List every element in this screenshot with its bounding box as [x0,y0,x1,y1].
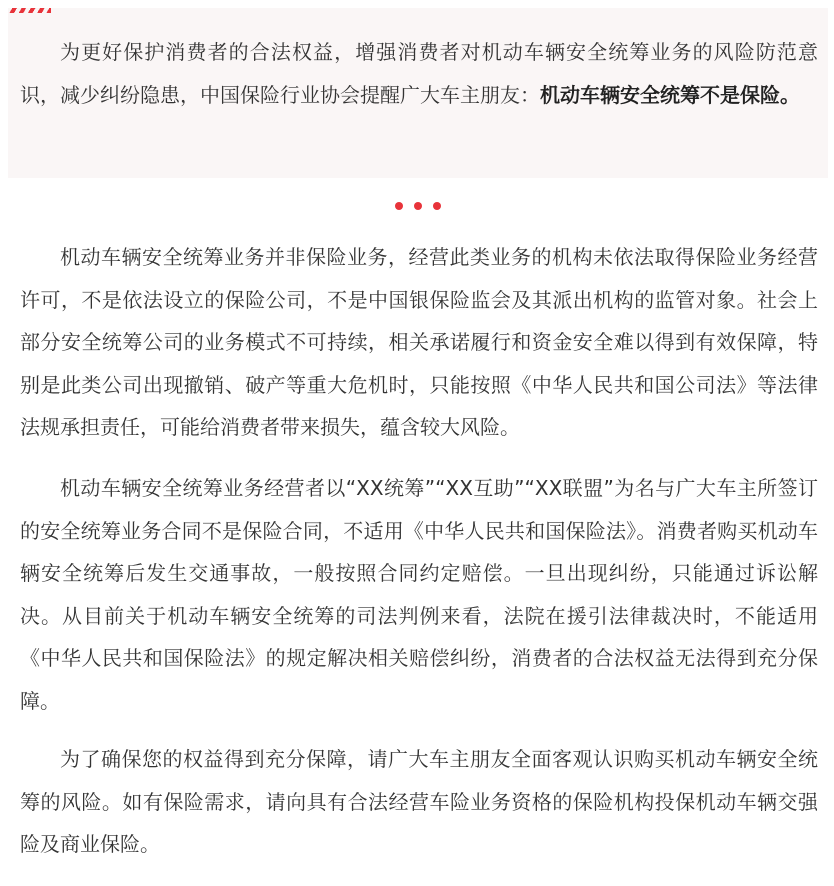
body-paragraph-3: 为了确保您的权益得到充分保障，请广大车主朋友全面客观认识购买机动车辆安全统筹的风险。如有保险需求，请向具有合法经营车险业务资格的保险机构投保机动车辆交强险及商业保险。 [20,747,818,856]
notice-box [8,8,828,178]
notice-bold-text: 机动车辆安全统筹不是保险。 [540,82,800,107]
notice-paragraph [20,31,818,116]
body-paragraph-2: 机动车辆安全统筹业务经营者以“XX统筹”“XX互助”“XX联盟”为名与广大车主所签订的安全统筹业务合同不是保险合同，不适用《中华人民共和国保险法》。消费者购买机动车辆安全统筹后发生交通事故，一般按照合同约定赔偿。一旦出现纠纷，只能通过诉讼解决。从目前关于机动车辆安全统筹的司法判例来看，法院在援引法律裁决时，不能适用《中华人民共和国保险法》的规定解决相关赔偿纠纷，消费者的合法权益无法得到充分保障。 [20,476,818,713]
divider-dot-icon [395,202,403,210]
divider-dot-icon [414,202,422,210]
body-paragraph-1: 机动车辆安全统筹业务并非保险业务，经营此类业务的机构未依法取得保险业务经营许可，不是依法设立的保险公司，不是中国银保险监会及其派出机构的监管对象。社会上部分安全统筹公司的业务模式不可持续，相关承诺履行和资金安全难以得到有效保障，特别是此类公司出现撤销、破产等重大危机时，只能按照《中华人民共和国公司法》等法律法规承担责任，可能给消费者带来损失，蕴含较大风险。 [20,245,818,439]
section-divider [395,202,441,210]
notice-text: 为更好保护消费者的合法权益，增强消费者对机动车辆安全统筹业务的风险防范意识，减少纠纷隐患，中国保险行业协会提醒广大车主朋友： [20,40,818,107]
divider-dot-icon [433,202,441,210]
striped-accent-bar [8,8,51,13]
